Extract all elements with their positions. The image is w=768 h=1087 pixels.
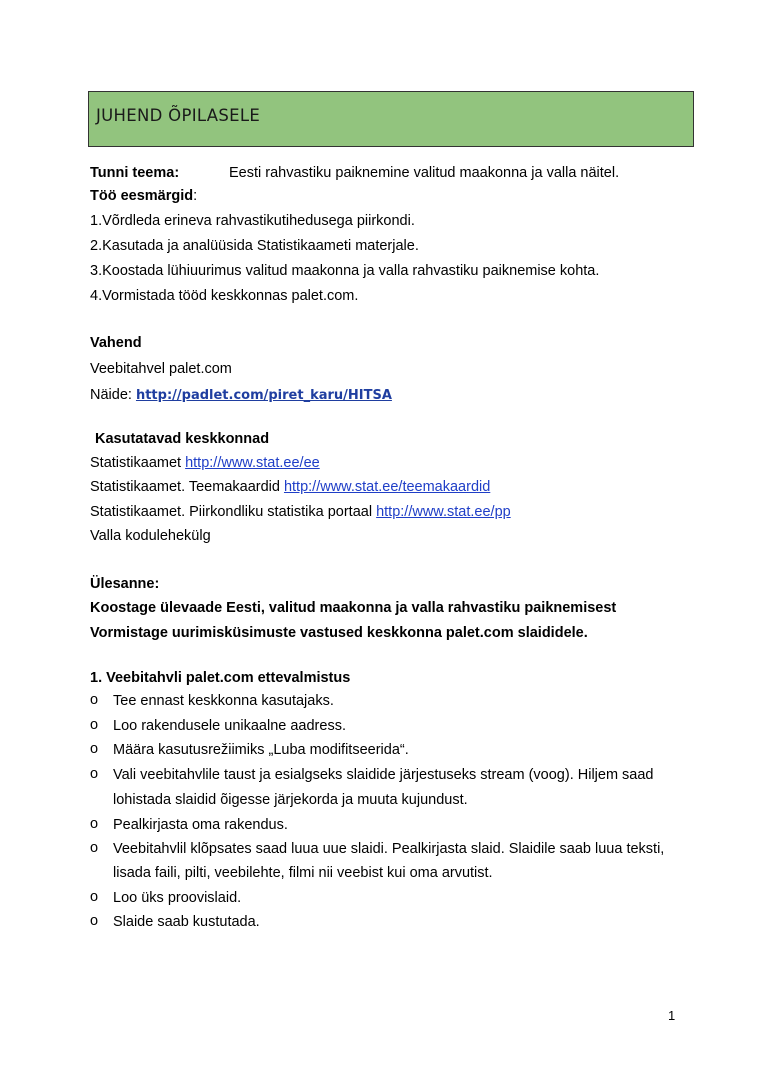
env-row xyxy=(90,503,511,521)
task-line-2: Vormistage uurimisküsimuste vastused keskkonna palet.com slaididele. xyxy=(90,625,588,641)
list-item-continuation: lisada faili, pilti, veebilehte, filmi nii veebist kui oma arvutist. xyxy=(113,865,493,881)
section1-heading: 1. Veebitahvli palet.com ettevalmistus xyxy=(90,670,351,686)
list-item: Pealkirjasta oma rakendus. xyxy=(113,817,288,833)
list-item-continuation: lohistada slaidid õigesse järjekorda ja muuta kujundust. xyxy=(113,792,468,808)
bullet-marker: o xyxy=(90,840,99,856)
list-item: Määra kasutusrežiimiks „Luba modifitseerida“. xyxy=(113,742,409,758)
env-link[interactable]: http://www.stat.ee/teemakaardid xyxy=(283,479,491,495)
list-item: Loo üks proovislaid. xyxy=(113,890,242,906)
env-link[interactable]: http://www.stat.ee/pp xyxy=(376,504,511,520)
tool-line: Veebitahvel palet.com xyxy=(90,361,232,377)
bullet-marker: o xyxy=(90,741,99,757)
bullet-marker: o xyxy=(90,913,99,929)
topic-label: Tunni teema: xyxy=(90,165,180,181)
env-text: Statistikaamet. Piirkondliku statistika portaal xyxy=(90,504,377,520)
task-heading: Ülesanne: xyxy=(90,576,160,592)
title-banner xyxy=(88,91,694,147)
bullet-marker: o xyxy=(90,717,99,733)
env-row: Valla kodulehekülg xyxy=(90,528,211,544)
goal-item-3: 3.Koostada lühiuurimus valitud maakonna ja valla rahvastiku paiknemise kohta. xyxy=(90,263,600,279)
goals-label: Töö eesmärgid xyxy=(90,188,194,204)
list-item: Vali veebitahvlile taust ja esialgseks slaidide järjestuseks stream (voog). Hiljem saad xyxy=(113,767,654,783)
list-item: Veebitahvlil klõpsates saad luua uue slaidi. Pealkirjasta slaid. Slaidile saab luua teksti, xyxy=(113,841,665,857)
list-item: Slaide saab kustutada. xyxy=(113,914,260,930)
goals-colon: : xyxy=(193,188,198,204)
example-link[interactable]: http://padlet.com/piret_karu/HITSA xyxy=(135,388,392,403)
goal-item-2: 2.Kasutada ja analüüsida Statistikaameti materjale. xyxy=(90,238,419,254)
example-label: Näide: xyxy=(90,387,136,403)
task-line-1: Koostage ülevaade Eesti, valitud maakonna ja valla rahvastiku paiknemisest xyxy=(90,600,617,616)
list-item: Tee ennast keskkonna kasutajaks. xyxy=(113,693,334,709)
env-text: Statistikaamet. Teemakaardid xyxy=(90,479,284,495)
list-item: Loo rakendusele unikaalne aadress. xyxy=(113,718,346,734)
goal-item-1: 1.Võrdleda erineva rahvastikutihedusega piirkondi. xyxy=(90,213,415,229)
envs-heading: Kasutatavad keskkonnad xyxy=(95,431,270,447)
tool-heading: Vahend xyxy=(90,335,142,351)
bullet-marker: o xyxy=(90,692,99,708)
document-title: JUHEND ÕPILASELE xyxy=(96,106,261,125)
goals-heading xyxy=(90,187,197,205)
bullet-marker: o xyxy=(90,816,99,832)
env-text: Statistikaamet xyxy=(90,455,186,471)
bullet-marker: o xyxy=(90,766,99,782)
goal-item-4: 4.Vormistada tööd keskkonnas palet.com. xyxy=(90,288,359,304)
example-line xyxy=(90,386,392,405)
env-link[interactable]: http://www.stat.ee/ee xyxy=(185,455,320,471)
page-number: 1 xyxy=(668,1008,676,1023)
topic-value: Eesti rahvastiku paiknemine valitud maakonna ja valla näitel. xyxy=(229,165,620,181)
bullet-marker: o xyxy=(90,889,99,905)
env-row xyxy=(90,454,320,472)
env-row xyxy=(90,478,490,496)
